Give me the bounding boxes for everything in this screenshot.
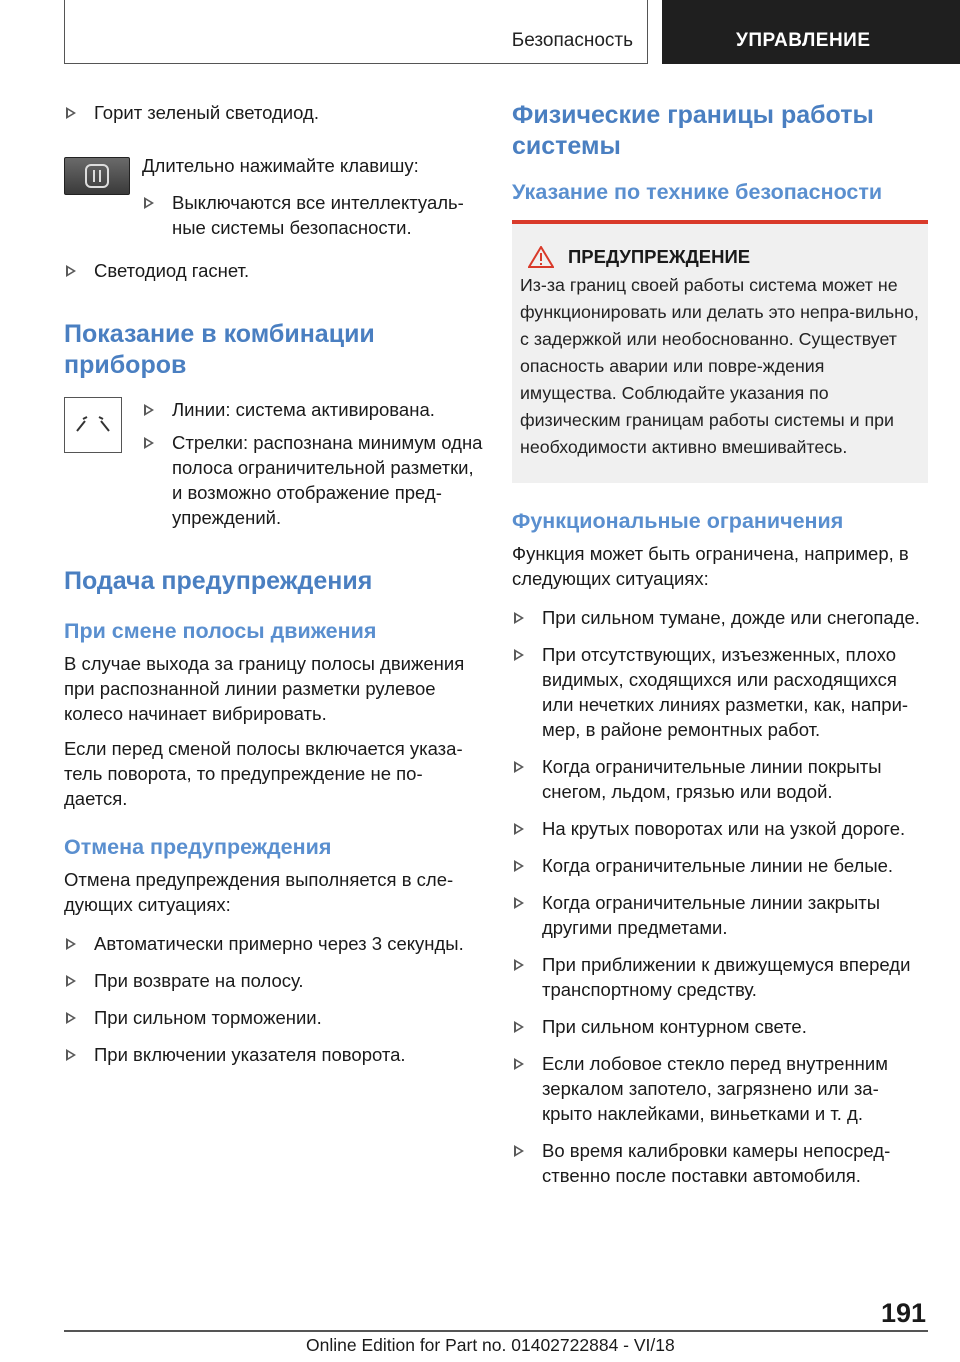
heading-display: Показание в комбинации приборов (64, 320, 375, 379)
list-item: При возврате на полосу. (64, 968, 484, 993)
page-number: 191 (880, 1298, 926, 1328)
list-item: При отсутствующих, изъезженных, плохо видимых, сходящихся или расходящихся или нечетких линиях разметки, как, напри-мер, в районе ремонтных работ. (512, 642, 928, 742)
footer-divider (64, 1330, 928, 1332)
list-item: При сильном торможении. (64, 1005, 484, 1030)
list-item: Светодиод гаснет. (64, 258, 484, 283)
header-chapter-tab (662, 0, 960, 64)
paragraph: Отмена предупреждения выполняется в сле-дующих ситуациях: (64, 869, 454, 915)
list-item: Когда ограничительные линии закрыты другими предметами. (512, 890, 928, 940)
warning-title: ПРЕДУПРЕЖДЕНИЕ (568, 246, 751, 267)
heading-lane-change: При смене полосы движения (64, 619, 377, 643)
lane-lines-icon (73, 415, 113, 435)
limitations-list (512, 605, 928, 1188)
chapter-title: УПРАВЛЕНИЕ (736, 30, 871, 51)
left-column (64, 100, 484, 1067)
heading-limits: Физические границы работы системы (512, 101, 874, 160)
list-item: При приближении к движущемуся впереди транспортному средству. (512, 952, 928, 1002)
lane-indicator-image (64, 397, 122, 453)
list-item: На крутых поворотах или на узкой дороге. (512, 816, 928, 841)
list-item: Когда ограничительные линии покрыты снегом, льдом, грязью или водой. (512, 754, 928, 804)
list-item: Автоматически примерно через 3 секунды. (64, 931, 484, 956)
list-item: При включении указателя поворота. (64, 1042, 484, 1067)
list-item: Стрелки: распознана минимум одна полоса ограничительной разметки, и возможно отображение пред-упреждений. (142, 430, 484, 530)
hold-instruction: Длительно нажимайте клавишу: (142, 155, 419, 176)
list-item: Выключаются все интеллектуаль-ные системы безопасности. (142, 190, 484, 240)
paragraph: Функция может быть ограничена, например, в следующих ситуациях: (512, 543, 909, 589)
list-item: Линии: система активирована. (142, 397, 484, 422)
list-item: При сильном тумане, дожде или снегопаде. (512, 605, 928, 630)
list-item: Во время калибровки камеры непосред-ственно после поставки автомобиля. (512, 1138, 928, 1188)
heading-cancel: Отмена предупреждения (64, 835, 332, 859)
list-item: Если лобовое стекло перед внутренним зеркалом запотело, загрязнено или за-крыто наклейками, виньетками и т. д. (512, 1051, 928, 1126)
list-item: При сильном контурном свете. (512, 1014, 928, 1039)
heading-safety: Указание по технике безопасности (512, 180, 883, 204)
lane-assist-button-icon (83, 162, 111, 190)
warning-text: Из-за границ своей работы система может не функционировать или делать это непра-вильно, с задержкой или необоснованно. Существует опасность аварии или повре-ждения имущества. Соблюдайте указания по физическим границам работы системы и при необходимости активно вмешивайтесь. (520, 275, 919, 457)
warning-triangle-icon (528, 246, 554, 268)
heading-warning: Подача предупреждения (64, 567, 373, 595)
right-column (512, 100, 928, 1188)
heading-functional: Функциональные ограничения (512, 509, 844, 533)
paragraph: Если перед сменой полосы включается указа-тель поворота, то предупреждение не по-дается. (64, 738, 463, 809)
edition-text: Online Edition for Part no. 01402722884 - VI/18 (306, 1335, 675, 1355)
header-section-tab (64, 0, 648, 64)
list-item: Когда ограничительные линии не белые. (512, 853, 928, 878)
assist-button-image (64, 157, 130, 195)
warning-box (512, 220, 928, 483)
list-item: Горит зеленый светодиод. (64, 100, 484, 125)
section-title: Безопасность (511, 30, 633, 51)
paragraph: В случае выхода за границу полосы движения при распознанной линии разметки рулевое колесо начинает вибрировать. (64, 653, 465, 724)
